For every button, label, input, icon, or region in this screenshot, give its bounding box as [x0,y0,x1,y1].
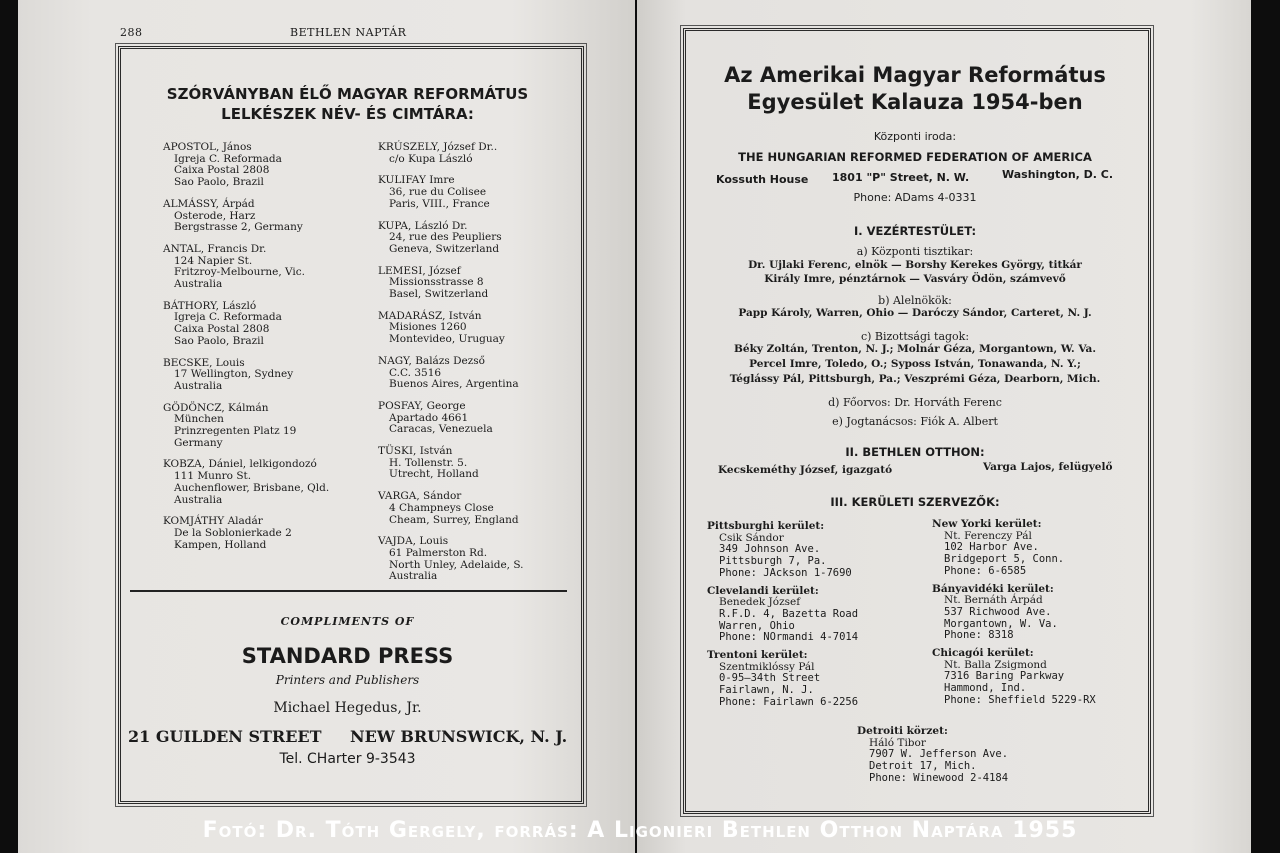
ad-company: STANDARD PRESS [241,644,454,668]
photo-credit: Fotó: Dr. Tóth Gergely, forrás: A Ligonieri Bethlen Otthon Naptára 1955 [202,818,1078,843]
district-address-line: Warren, Ohio [719,619,795,632]
entry-address-line: 61 Palmerston Rd. [389,546,488,559]
entry-name: LEMESI, József [378,264,461,277]
directory-entry [163,199,373,234]
directory-title [110,84,585,124]
directory-entry [378,356,578,391]
directory-entry [378,311,578,346]
entry-address-line: Australia [389,570,438,583]
section-1c-line2: Percel Imre, Toledo, O.; Syposs István, Tonawanda, N. Y.; [749,358,1081,370]
district-block [707,586,927,645]
entry-address-line: Germany [174,436,223,449]
district-heading: Detroiti körzet: [857,725,948,737]
entry-address-line: 17 Wellington, Sydney [174,368,294,381]
directory-entry [163,358,373,393]
district-address-line: Phone: JAckson 1-7690 [719,566,852,579]
district-address-line: R.F.D. 4, Bazetta Road [719,607,859,620]
entry-address-line: Sao Paolo, Brazil [174,334,264,347]
directory-column-1 [163,142,373,561]
section-1b-label: b) Alelnökök: [878,294,952,307]
entry-address-line: Igreja C. Reformada [174,152,282,165]
section-1c-label: c) Bizottsági tagok: [860,330,970,343]
entry-address-line: Utrecht, Holland [389,468,479,481]
federation-title-line2: Egyesület Kalauza 1954-ben [747,90,1083,114]
ad-street: 21 GUILDEN STREET [128,727,322,746]
directory-entry [163,516,373,551]
entry-address-line: 36, rue du Colisee [389,186,487,199]
entry-name: KRÚSZELY, József Dr.. [378,141,498,153]
entry-address-line: Bergstrasse 2, Germany [174,221,303,234]
district-address-line: Phone: Winewood 2-4184 [869,771,1009,784]
entry-address-line: c/o Kupa László [389,152,473,165]
entry-address-line: München [174,413,224,426]
section-2-director: Kecskeméthy József, igazgató [718,464,893,476]
district-block [707,650,927,709]
office-label: Központi iroda: [873,130,957,143]
district-heading: Clevelandi kerület: [707,584,819,597]
entry-name: APOSTOL, János [163,141,252,153]
entry-address-line: 111 Munro St. [174,470,252,483]
entry-address-line: Kampen, Holland [174,538,267,551]
ad-subtitle: Printers and Publishers [275,673,420,687]
page-number: 288 [120,26,143,39]
entry-name: TÜSKI, István [378,445,453,458]
entry-address-line: Fritzroy-Melbourne, Vic. [174,266,306,279]
districts-left-column [707,521,927,715]
directory-title-line1: SZÓRVÁNYBAN ÉLŐ MAGYAR REFORMÁTUS [166,85,529,103]
directory-entry [378,142,578,165]
district-address-line: 7907 W. Jefferson Ave. [869,748,1009,761]
district-heading: Trentoni kerület: [707,649,808,662]
addr-house: Kossuth House [716,173,809,186]
entry-name: ALMÁSSY, Árpád [163,197,255,210]
ad-city: NEW BRUNSWICK, N. J. [350,727,568,746]
entry-address-line: Igreja C. Reformada [174,311,282,324]
district-organizer: Nt. Balla Zsigmond [944,658,1047,671]
district-address-line: 349 Johnson Ave. [719,543,821,556]
section-2-heading: II. BETHLEN OTTHON: [845,445,985,459]
directory-entry [378,446,578,481]
entry-name: NAGY, Balázs Dezső [378,354,485,367]
district-block [932,519,1142,578]
entry-name: KOBZA, Dániel, lelkigondozó [163,458,317,471]
entry-name: BECSKE, Louis [163,356,245,369]
entry-address-line: 124 Napier St. [174,254,253,267]
entry-name: BÁTHORY, László [163,299,257,312]
district-address-line: 102 Harbor Ave. [944,541,1039,554]
entry-address-line: Missionsstrasse 8 [389,276,484,289]
entry-name: VARGA, Sándor [378,490,462,503]
section-2-supervisor: Varga Lajos, felügyelő [983,461,1113,473]
directory-entry [163,244,373,291]
divider [130,590,567,592]
entry-address-line: Montevideo, Uruguay [389,333,505,346]
district-address-line: Morgantown, W. Va. [944,617,1058,630]
district-block [857,726,1077,785]
district-address-line: Hammond, Ind. [944,682,1027,695]
directory-entry [163,403,373,450]
running-head: BETHLEN NAPTÁR [290,26,407,39]
district-organizer: Nt. Bernáth Árpád [944,594,1043,607]
directory-entry [378,536,578,583]
section-1e: e) Jogtanácsos: Fiók A. Albert [832,415,998,428]
district-organizer: Szentmiklóssy Pál [719,660,815,673]
entry-address-line: Caixa Postal 2808 [174,323,270,336]
section-1a-line2: Király Imre, pénztárnok — Vasváry Ödön, számvevő [764,273,1066,285]
district-address-line: 0-95—34th Street [719,672,821,685]
district-block [932,648,1142,707]
district-address-line: Phone: 6-6585 [944,564,1027,577]
directory-entry [163,459,373,506]
district-address-line: 7316 Baring Parkway [944,670,1065,683]
district-organizer: Háló Tibor [869,736,926,749]
entry-address-line: Apartado 4661 [389,411,469,424]
directory-entry [378,491,578,526]
district-heading: New Yorki kerület: [932,518,1042,530]
entry-name: KOMJÁTHY Aladár [163,515,263,528]
entry-address-line: De la Soblonierkade 2 [174,526,292,539]
district-heading: Bányavidéki kerület: [932,582,1054,595]
section-1-heading: I. VEZÉRTESTÜLET: [853,224,977,238]
district-block [932,584,1142,643]
entry-address-line: Australia [174,379,223,392]
entry-address-line: Caracas, Venezuela [389,423,493,436]
district-address-line: Phone: Fairlawn 6-2256 [719,695,859,708]
district-organizer: Nt. Ferenczy Pál [944,529,1032,542]
entry-name: VAJDA, Louis [378,535,449,548]
entry-name: KULIFAY Imre [378,174,455,187]
section-1c-line1: Béky Zoltán, Trenton, N. J.; Molnár Géza, Morgantown, W. Va. [734,343,1096,355]
district-detroit [857,726,1077,791]
entry-address-line: Paris, VIII., France [389,197,490,210]
entry-name: ANTAL, Francis Dr. [163,242,267,255]
district-address-line: Pittsburgh 7, Pa. [719,555,827,568]
entry-address-line: Australia [174,493,223,506]
federation-title-line1: Az Amerikai Magyar Református [724,63,1106,87]
entry-address-line: Buenos Aires, Argentina [389,378,519,391]
district-organizer: Csik Sándor [719,531,784,544]
office-phone: Phone: ADams 4-0331 [853,191,977,204]
entry-address-line: 4 Champneys Close [389,501,494,514]
district-address-line: Fairlawn, N. J. [719,684,814,697]
entry-address-line: H. Tollenstr. 5. [389,456,468,469]
directory-entry [378,221,578,256]
district-address-line: Phone: Sheffield 5229-RX [944,693,1096,706]
district-address-line: Detroit 17, Mich. [869,760,977,773]
entry-address-line: C.C. 3516 [389,366,442,379]
district-block [707,521,927,580]
ad-person: Michael Hegedus, Jr. [273,700,422,716]
section-1a-label: a) Központi tisztikar: [856,245,974,258]
federation-title [690,62,1140,116]
section-1b-line1: Papp Károly, Warren, Ohio — Daróczy Sándor, Carteret, N. J. [738,307,1092,319]
section-1c-line3: Téglássy Pál, Pittsburgh, Pa.; Veszprémi Géza, Dearborn, Mich. [729,373,1101,385]
districts-right-column [932,519,1142,713]
directory-entry [378,266,578,301]
section-1d: d) Főorvos: Dr. Horváth Ferenc [828,396,1002,409]
org-name: THE HUNGARIAN REFORMED FEDERATION OF AMERICA [738,150,1092,164]
entry-address-line: Auchenflower, Brisbane, Qld. [174,481,330,494]
section-1a-line1: Dr. Ujlaki Ferenc, elnök — Borshy Kerekes György, titkár [748,259,1082,271]
entry-address-line: Prinzregenten Platz 19 [174,425,297,438]
entry-address-line: Sao Paolo, Brazil [174,176,264,189]
district-address-line: Bridgeport 5, Conn. [944,553,1065,566]
directory-entry [163,301,373,348]
entry-address-line: Misiones 1260 [389,321,467,334]
directory-entry [163,142,373,189]
district-heading: Pittsburghi kerület: [707,520,825,532]
entry-address-line: 24, rue des Peupliers [389,231,502,244]
addr-city: Washington, D. C. [1002,168,1114,181]
district-heading: Chicagói kerület: [932,647,1034,660]
entry-address-line: Geneva, Switzerland [389,242,500,255]
directory-entry [378,401,578,436]
entry-address-line: Osterode, Harz [174,209,256,222]
entry-address-line: Australia [174,278,223,291]
entry-name: POSFAY, George [378,399,466,412]
entry-address-line: North Unley, Adelaide, S. [389,558,524,571]
section-3-heading: III. KERÜLETI SZERVEZŐK: [830,495,1000,509]
ad-compliments: COMPLIMENTS OF [280,615,415,628]
ad-phone: Tel. CHarter 9-3543 [279,751,416,767]
addr-street: 1801 "P" Street, N. W. [832,171,970,184]
entry-name: MADARÁSZ, István [378,309,482,322]
entry-address-line: Basel, Switzerland [389,288,489,301]
entry-address-line: Caixa Postal 2808 [174,164,270,177]
entry-address-line: Cheam, Surrey, England [389,513,519,526]
directory-title-line2: LELKÉSZEK NÉV- ÉS CIMTÁRA: [221,105,474,123]
directory-entry [378,175,578,210]
entry-name: GÖDÖNCZ, Kálmán [163,401,269,414]
district-organizer: Benedek József [719,596,801,609]
district-address-line: Phone: NOrmandi 4-7014 [719,631,859,644]
entry-name: KUPA, László Dr. [378,219,468,232]
directory-column-2 [378,142,578,593]
district-address-line: 537 Richwood Ave. [944,605,1052,618]
district-address-line: Phone: 8318 [944,629,1014,642]
